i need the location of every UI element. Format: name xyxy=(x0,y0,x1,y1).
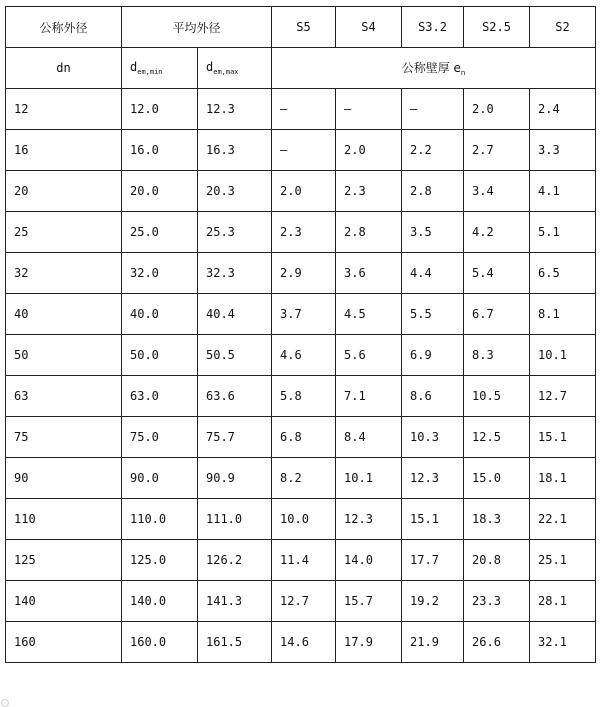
cell-s3-2: 5.5 xyxy=(402,294,464,335)
cell-dem-min: 75.0 xyxy=(122,417,198,458)
cell-dn: 160 xyxy=(6,622,122,663)
cell-s2-5: 18.3 xyxy=(464,499,530,540)
cell-s2: 8.1 xyxy=(530,294,596,335)
cell-s4: 2.8 xyxy=(336,212,402,253)
header-dem-min-sub: em,min xyxy=(137,68,163,76)
cell-s2-5: 5.4 xyxy=(464,253,530,294)
cell-s3-2: 4.4 xyxy=(402,253,464,294)
cell-s5: 3.7 xyxy=(272,294,336,335)
cell-dem-min: 25.0 xyxy=(122,212,198,253)
cell-dem-max: 75.7 xyxy=(198,417,272,458)
header-series-s3-2: S3.2 xyxy=(402,7,464,48)
cell-s5: 14.6 xyxy=(272,622,336,663)
cell-dem-max: 161.5 xyxy=(198,622,272,663)
cell-s5: 6.8 xyxy=(272,417,336,458)
cell-dem-min: 160.0 xyxy=(122,622,198,663)
cell-dem-min: 40.0 xyxy=(122,294,198,335)
header-nominal-wall xyxy=(272,48,596,89)
cell-dn: 40 xyxy=(6,294,122,335)
cell-s2-5: 2.0 xyxy=(464,89,530,130)
table-row xyxy=(6,417,596,458)
cell-dem-max: 20.3 xyxy=(198,171,272,212)
cell-dn: 125 xyxy=(6,540,122,581)
cell-s2-5: 20.8 xyxy=(464,540,530,581)
cell-s5: 2.0 xyxy=(272,171,336,212)
cell-dn: 12 xyxy=(6,89,122,130)
cell-s4: 8.4 xyxy=(336,417,402,458)
cell-s2-5: 3.4 xyxy=(464,171,530,212)
cell-dem-min: 12.0 xyxy=(122,89,198,130)
table-row xyxy=(6,294,596,335)
cell-s4: — xyxy=(336,89,402,130)
cell-dem-min: 90.0 xyxy=(122,458,198,499)
header-row-2 xyxy=(6,48,596,89)
cell-s4: 12.3 xyxy=(336,499,402,540)
cell-dem-max: 90.9 xyxy=(198,458,272,499)
cell-s2: 4.1 xyxy=(530,171,596,212)
table-row xyxy=(6,540,596,581)
cell-s5: 2.3 xyxy=(272,212,336,253)
header-series-s5: S5 xyxy=(272,7,336,48)
cell-s5: 2.9 xyxy=(272,253,336,294)
cell-s3-2: 15.1 xyxy=(402,499,464,540)
header-mean-od: 平均外径 xyxy=(122,7,272,48)
cell-dem-min: 16.0 xyxy=(122,130,198,171)
cell-s2-5: 12.5 xyxy=(464,417,530,458)
pipe-dimension-table xyxy=(5,6,596,663)
cell-dem-min: 20.0 xyxy=(122,171,198,212)
cell-s2: 25.1 xyxy=(530,540,596,581)
cell-s5: 11.4 xyxy=(272,540,336,581)
cell-s2: 15.1 xyxy=(530,417,596,458)
header-dem-max-sub: em,max xyxy=(213,68,239,76)
cell-s4: 14.0 xyxy=(336,540,402,581)
cell-s3-2: — xyxy=(402,89,464,130)
cell-dem-min: 125.0 xyxy=(122,540,198,581)
cell-s3-2: 21.9 xyxy=(402,622,464,663)
cell-s4: 10.1 xyxy=(336,458,402,499)
header-nominal-od: 公称外径 xyxy=(6,7,122,48)
cell-dn: 90 xyxy=(6,458,122,499)
cell-dem-max: 141.3 xyxy=(198,581,272,622)
page-corner-mark xyxy=(1,699,9,707)
cell-s3-2: 6.9 xyxy=(402,335,464,376)
table-body xyxy=(6,7,596,663)
cell-s3-2: 10.3 xyxy=(402,417,464,458)
header-dem-max-base: d xyxy=(206,60,214,74)
cell-dem-max: 111.0 xyxy=(198,499,272,540)
cell-s2-5: 15.0 xyxy=(464,458,530,499)
table-row xyxy=(6,335,596,376)
cell-s4: 17.9 xyxy=(336,622,402,663)
cell-s5: 5.8 xyxy=(272,376,336,417)
cell-dem-min: 50.0 xyxy=(122,335,198,376)
header-series-s4: S4 xyxy=(336,7,402,48)
header-dn: dn xyxy=(6,48,122,89)
cell-dn: 75 xyxy=(6,417,122,458)
cell-s3-2: 2.2 xyxy=(402,130,464,171)
cell-dem-min: 63.0 xyxy=(122,376,198,417)
cell-s2: 10.1 xyxy=(530,335,596,376)
table-row xyxy=(6,89,596,130)
cell-s2: 22.1 xyxy=(530,499,596,540)
cell-dn: 110 xyxy=(6,499,122,540)
cell-s5: — xyxy=(272,89,336,130)
cell-s2-5: 26.6 xyxy=(464,622,530,663)
cell-s2: 32.1 xyxy=(530,622,596,663)
table-row xyxy=(6,622,596,663)
header-dem-min-base: d xyxy=(130,60,138,74)
cell-s4: 3.6 xyxy=(336,253,402,294)
cell-s2: 12.7 xyxy=(530,376,596,417)
cell-dem-max: 40.4 xyxy=(198,294,272,335)
cell-s2: 5.1 xyxy=(530,212,596,253)
header-row-1 xyxy=(6,7,596,48)
table-row xyxy=(6,253,596,294)
cell-dem-max: 32.3 xyxy=(198,253,272,294)
cell-s2: 6.5 xyxy=(530,253,596,294)
cell-s4: 2.0 xyxy=(336,130,402,171)
cell-dem-max: 63.6 xyxy=(198,376,272,417)
header-series-s2-5: S2.5 xyxy=(464,7,530,48)
cell-s5: 10.0 xyxy=(272,499,336,540)
cell-s3-2: 2.8 xyxy=(402,171,464,212)
cell-dem-max: 50.5 xyxy=(198,335,272,376)
cell-dem-min: 140.0 xyxy=(122,581,198,622)
cell-dn: 20 xyxy=(6,171,122,212)
cell-s5: — xyxy=(272,130,336,171)
cell-s3-2: 17.7 xyxy=(402,540,464,581)
cell-dn: 50 xyxy=(6,335,122,376)
cell-s3-2: 3.5 xyxy=(402,212,464,253)
table-row xyxy=(6,376,596,417)
cell-s3-2: 8.6 xyxy=(402,376,464,417)
cell-s2-5: 6.7 xyxy=(464,294,530,335)
cell-s3-2: 12.3 xyxy=(402,458,464,499)
header-wall-label: 公称壁厚 e xyxy=(401,61,461,75)
cell-s2-5: 8.3 xyxy=(464,335,530,376)
table-row xyxy=(6,130,596,171)
cell-dem-max: 16.3 xyxy=(198,130,272,171)
header-series-s2: S2 xyxy=(530,7,596,48)
cell-dn: 32 xyxy=(6,253,122,294)
cell-dem-min: 110.0 xyxy=(122,499,198,540)
table-row xyxy=(6,499,596,540)
cell-dem-min: 32.0 xyxy=(122,253,198,294)
cell-s2-5: 4.2 xyxy=(464,212,530,253)
cell-dem-max: 12.3 xyxy=(198,89,272,130)
cell-s5: 8.2 xyxy=(272,458,336,499)
header-wall-sub: n xyxy=(460,69,466,77)
cell-s2: 18.1 xyxy=(530,458,596,499)
cell-dn: 63 xyxy=(6,376,122,417)
cell-dn: 16 xyxy=(6,130,122,171)
cell-s4: 7.1 xyxy=(336,376,402,417)
cell-s2: 28.1 xyxy=(530,581,596,622)
cell-s3-2: 19.2 xyxy=(402,581,464,622)
table-row xyxy=(6,581,596,622)
cell-dn: 25 xyxy=(6,212,122,253)
cell-s2-5: 2.7 xyxy=(464,130,530,171)
cell-s4: 15.7 xyxy=(336,581,402,622)
header-dem-max xyxy=(198,48,272,89)
table-row xyxy=(6,212,596,253)
cell-s5: 4.6 xyxy=(272,335,336,376)
cell-dn: 140 xyxy=(6,581,122,622)
cell-s5: 12.7 xyxy=(272,581,336,622)
header-dem-min xyxy=(122,48,198,89)
cell-s2-5: 23.3 xyxy=(464,581,530,622)
cell-s4: 4.5 xyxy=(336,294,402,335)
table-row xyxy=(6,458,596,499)
cell-s4: 5.6 xyxy=(336,335,402,376)
table-row xyxy=(6,171,596,212)
cell-s2-5: 10.5 xyxy=(464,376,530,417)
cell-dem-max: 25.3 xyxy=(198,212,272,253)
cell-dem-max: 126.2 xyxy=(198,540,272,581)
cell-s2: 2.4 xyxy=(530,89,596,130)
cell-s4: 2.3 xyxy=(336,171,402,212)
cell-s2: 3.3 xyxy=(530,130,596,171)
